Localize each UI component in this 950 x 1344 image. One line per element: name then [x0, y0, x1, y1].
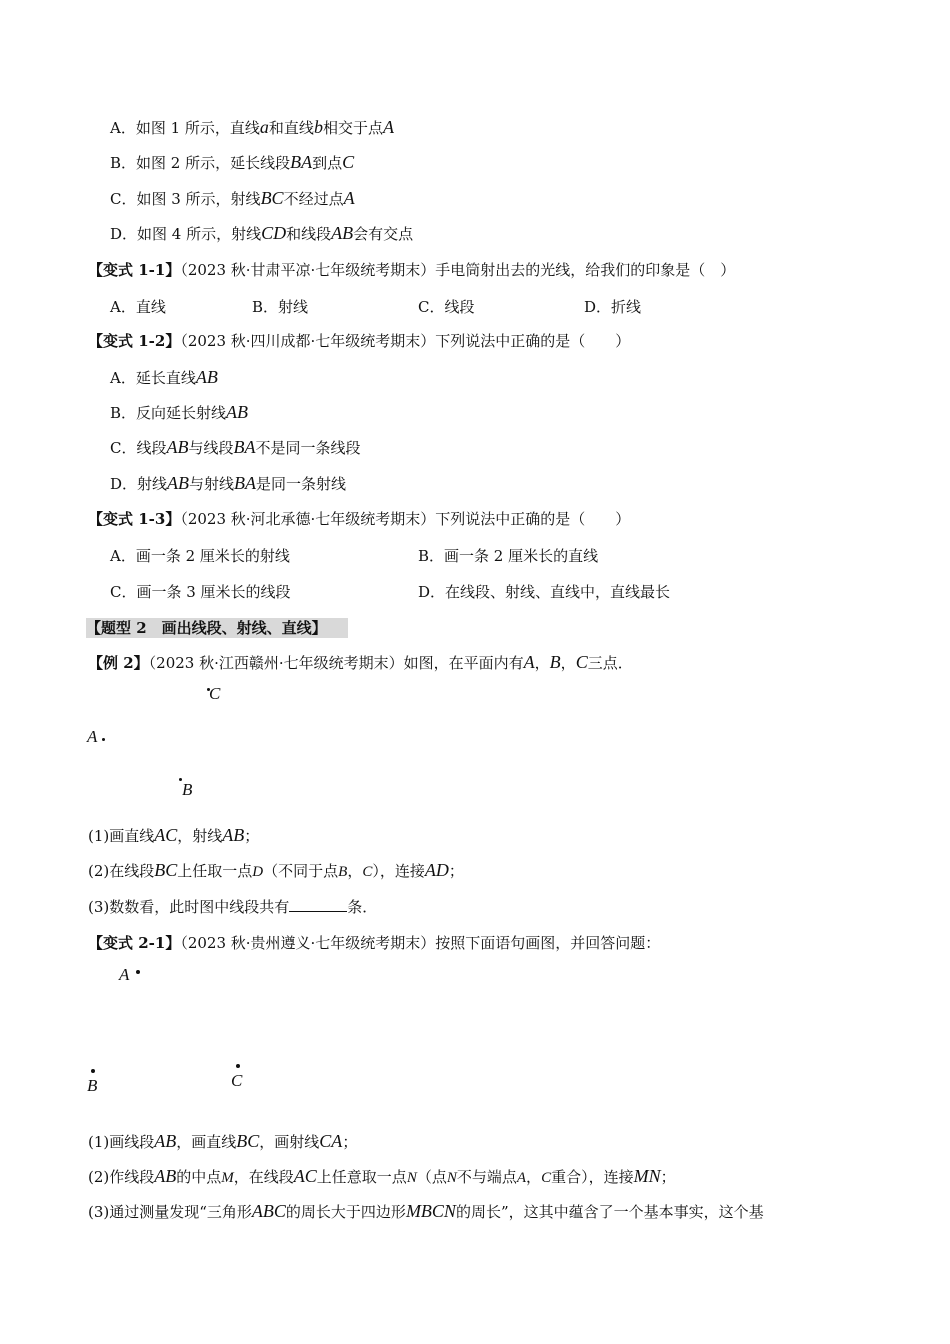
option-c	[110, 187, 355, 210]
step-text: (1)画线段	[88, 1133, 155, 1151]
option-a: A．画一条 2 厘米长的射线	[110, 547, 290, 565]
math-var: CA	[319, 1131, 343, 1151]
section-heading: 【题型 2 画出线段、射线、直线】	[86, 619, 327, 637]
point-b-label: B	[182, 780, 193, 799]
option-text: A．延长直线	[110, 369, 196, 387]
math-var: MN	[633, 1166, 661, 1186]
v21-step-2	[88, 1165, 676, 1189]
math-var: A	[343, 188, 355, 208]
step-text: ，画直线	[176, 1133, 237, 1151]
option-c: C．线段	[418, 298, 475, 316]
option-text: D．射线	[110, 475, 168, 493]
point-a-dot	[136, 970, 140, 974]
math-var: BA	[290, 152, 313, 172]
step-text: 上任意取一点	[316, 1168, 407, 1186]
point-a-label: A	[87, 727, 98, 746]
option-a: A．直线	[110, 298, 166, 316]
step-text: ，	[526, 1168, 542, 1186]
point-c-label: C	[209, 684, 221, 703]
step-text: (2)在线段	[88, 862, 155, 880]
math-var: A	[523, 652, 535, 672]
step-text: ；	[342, 1133, 358, 1151]
math-var: BC	[236, 1131, 260, 1151]
math-var: C	[575, 652, 588, 672]
option-text: A．如图 1 所示，直线	[110, 119, 260, 137]
option-text: C．线段	[110, 439, 167, 457]
option-text: 和直线	[268, 119, 314, 137]
example-2	[88, 651, 633, 674]
step-text: 条．	[347, 898, 378, 916]
math-var: AD	[424, 860, 449, 880]
option-d	[110, 472, 346, 495]
ex2-step-1	[88, 824, 259, 847]
question-text: （2023 秋·四川成都·七年级统考期末）下列说法中正确的是（ ）	[180, 332, 631, 350]
math-var: A	[382, 117, 394, 137]
option-text: 与线段	[188, 439, 234, 457]
question-v2-1	[88, 932, 660, 954]
v21-step-1	[88, 1130, 357, 1153]
math-var: C	[362, 864, 373, 880]
option-text: C．如图 3 所示，射线	[110, 190, 261, 208]
step-text: (3)通过测量发现“三角形	[88, 1203, 252, 1221]
step-text: 不与端点	[456, 1168, 517, 1186]
separator: ，	[534, 654, 550, 672]
math-var: N	[446, 1170, 457, 1186]
question-text: （2023 秋·江西赣州·七年级统考期末）如图，在平面内有	[148, 654, 524, 672]
option-text: 不是同一条线段	[255, 439, 361, 457]
math-var: AB	[167, 473, 190, 493]
step-text: ；	[448, 862, 464, 880]
question-tag: 【变式 1-2】	[88, 332, 181, 350]
question-v1-2	[88, 330, 630, 352]
option-text: 相交于点	[322, 119, 383, 137]
separator: ，	[560, 654, 576, 672]
step-text: ），连接	[372, 862, 425, 880]
math-var: D	[252, 864, 264, 880]
option-text: 与射线	[189, 475, 235, 493]
math-var: AB	[166, 437, 189, 457]
question-text: 三点．	[587, 654, 633, 672]
math-var: BA	[233, 437, 256, 457]
option-b	[110, 401, 248, 424]
math-var: AB	[195, 367, 218, 387]
option-d: D．在线段、射线、直线中，直线最长	[418, 583, 671, 601]
step-text: ；	[660, 1168, 676, 1186]
math-var: BA	[234, 473, 257, 493]
step-text: ，画射线	[259, 1133, 320, 1151]
step-text: 上任取一点	[177, 862, 253, 880]
option-c: C．画一条 3 厘米长的线段	[110, 583, 291, 601]
option-b: B．射线	[252, 298, 309, 316]
v21-step-3	[88, 1200, 764, 1223]
step-text: (1)画直线	[88, 827, 155, 845]
math-var: C	[541, 1170, 552, 1186]
step-text: 重合），连接	[551, 1168, 634, 1186]
math-var: ABC	[251, 1201, 286, 1221]
math-var: AB	[331, 223, 354, 243]
math-var: AB	[154, 1131, 177, 1151]
point-a-label: A	[119, 965, 130, 984]
math-var: b	[313, 117, 323, 137]
math-var: C	[342, 152, 355, 172]
option-text: 会有交点	[353, 225, 414, 243]
math-var: AB	[222, 825, 245, 845]
option-text: 到点	[312, 154, 343, 172]
question-text: （2023 秋·河北承德·七年级统考期末）下列说法中正确的是（ ）	[180, 510, 631, 528]
step-text: ；	[244, 827, 260, 845]
math-var: BC	[154, 860, 178, 880]
point-b-dot	[91, 1069, 95, 1073]
point-a-dot	[102, 738, 105, 741]
math-var: N	[406, 1170, 417, 1186]
point-b-label: B	[87, 1076, 98, 1095]
math-var: a	[259, 117, 269, 137]
option-d: D．折线	[584, 298, 642, 316]
step-text: 的中点	[176, 1168, 222, 1186]
question-text: （2023 秋·甘肃平凉·七年级统考期末）手电筒射出去的光线，给我们的印象是（ ）	[180, 261, 736, 279]
option-text: 不经过点	[283, 190, 344, 208]
math-var: AC	[154, 825, 178, 845]
option-text: B．反向延长射线	[110, 404, 227, 422]
ex2-step-2	[88, 859, 464, 883]
question-text: （2023 秋·贵州遵义·七年级统考期末）按照下面语句画图，并回答问题：	[180, 934, 661, 952]
question-tag: 【变式 1-3】	[88, 510, 181, 528]
option-text: 和线段	[286, 225, 332, 243]
math-var: AB	[154, 1166, 177, 1186]
step-text: 的周长大于四边形	[285, 1203, 406, 1221]
option-a	[110, 116, 394, 139]
math-var: CD	[261, 223, 287, 243]
ex2-step-3	[88, 896, 377, 918]
step-text: （不同于点	[263, 862, 339, 880]
question-tag: 【例 2】	[88, 654, 149, 672]
question-v1-3	[88, 508, 630, 530]
answer-blank[interactable]	[289, 897, 347, 912]
math-var: BC	[260, 188, 284, 208]
option-text: B．如图 2 所示，延长线段	[110, 154, 291, 172]
question-tag: 【变式 2-1】	[88, 934, 181, 952]
question-v1-1	[88, 259, 735, 281]
option-d	[110, 222, 413, 245]
option-text: D．如图 4 所示，射线	[110, 225, 262, 243]
option-b: B．画一条 2 厘米长的直线	[418, 547, 599, 565]
step-text: ，	[347, 862, 363, 880]
step-text: (3)数数看，此时图中线段共有	[88, 898, 290, 916]
math-var: MBCN	[405, 1201, 456, 1221]
point-c-label: C	[231, 1071, 243, 1090]
math-var: AC	[293, 1166, 317, 1186]
math-var: A	[516, 1170, 527, 1186]
step-text: ，在线段	[233, 1168, 294, 1186]
option-a	[110, 366, 218, 389]
step-text: ，射线	[177, 827, 223, 845]
math-var: AB	[226, 402, 249, 422]
math-var: M	[221, 1170, 234, 1186]
math-var: B	[549, 652, 561, 672]
step-text: (2)作线段	[88, 1168, 155, 1186]
option-text: 是同一条射线	[256, 475, 347, 493]
option-b	[110, 151, 354, 174]
question-tag: 【变式 1-1】	[88, 261, 181, 279]
step-text: 的周长”，这其中蕴含了一个基本事实，这个基	[455, 1203, 764, 1221]
point-c-dot	[236, 1064, 240, 1068]
step-text: （点	[416, 1168, 447, 1186]
math-var: B	[338, 864, 348, 880]
option-c	[110, 436, 361, 459]
